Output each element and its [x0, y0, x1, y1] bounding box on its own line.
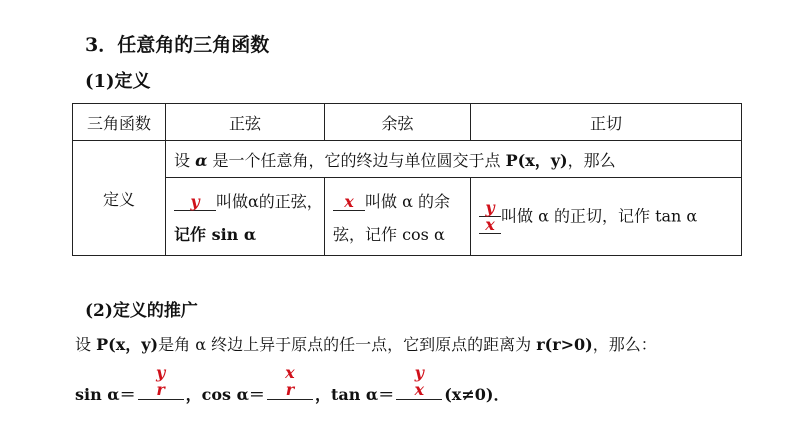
tangent-fraction-answer [479, 197, 501, 234]
tan-condition: (x≠0)． [444, 385, 510, 404]
cosine-text-2: 弦，记作 cos α [333, 224, 445, 244]
gen-part-3: ，那么： [592, 335, 657, 354]
cosine-text-1: 叫做 α 的余 [365, 191, 450, 211]
sine-blank-answer: y [174, 193, 216, 212]
sin-label: sin α＝ [75, 385, 136, 404]
header-sine: 正弦 [166, 104, 325, 141]
sin-numerator: y [155, 362, 166, 382]
gen-part-2: 是角 α 终边上异于原点的任一点，它到原点的距离为 [158, 335, 537, 354]
sentence-part-b: 是一个任意角，它的终边与单位圆交于点 [207, 150, 506, 170]
table-header-row [73, 104, 742, 141]
tangent-denominator: x [479, 216, 501, 233]
cos-fraction [267, 362, 313, 401]
sine-definition-cell [166, 178, 325, 256]
cosine-blank-answer: x [333, 193, 365, 212]
table-row-definitions [73, 178, 742, 256]
sin-fraction [138, 362, 184, 401]
trig-definition-table [72, 103, 742, 256]
tan-fraction [396, 362, 442, 401]
gen-part-1: 设 [75, 335, 97, 354]
row-label-definition: 定义 [73, 141, 166, 256]
generalization-sentence [75, 332, 657, 355]
gen-radius: r(r>0) [536, 335, 593, 354]
cos-denominator: r [267, 382, 313, 401]
sin-denominator: r [138, 382, 184, 401]
cos-numerator: x [285, 362, 295, 382]
formula-line [75, 360, 509, 405]
header-trig-function: 三角函数 [73, 104, 166, 141]
alpha-symbol: α [195, 150, 208, 170]
sep-1: ， [185, 385, 202, 404]
header-cosine: 余弦 [325, 104, 471, 141]
tangent-numerator: y [485, 197, 495, 217]
sentence-part-a: 设 [174, 150, 196, 170]
section-title: 3．任意角的三角函数 [85, 34, 270, 56]
sine-text-1: 叫做α的正弦， [216, 191, 323, 211]
point-p: P(x，y) [505, 150, 568, 170]
tangent-text: 叫做 α 的正切，记作 tan α [501, 206, 698, 225]
sentence-part-c: ，那么 [567, 150, 616, 170]
gen-point-p: P(x，y) [96, 335, 159, 354]
cos-label: cos α＝ [201, 385, 265, 404]
subheading-generalization: (2)定义的推广 [85, 301, 198, 321]
tangent-definition-cell [471, 178, 742, 256]
cosine-definition-cell [325, 178, 471, 256]
tan-denominator: x [396, 382, 442, 401]
table-row-unit-circle [73, 141, 742, 178]
tan-label: tan α＝ [330, 385, 395, 404]
subheading-definition: (1)定义 [85, 71, 151, 92]
tan-numerator: y [414, 362, 424, 382]
sep-2: ， [314, 385, 331, 404]
header-tangent: 正切 [471, 104, 742, 141]
sine-text-2: 记作 sin α [174, 224, 257, 244]
unit-circle-sentence [166, 141, 742, 178]
